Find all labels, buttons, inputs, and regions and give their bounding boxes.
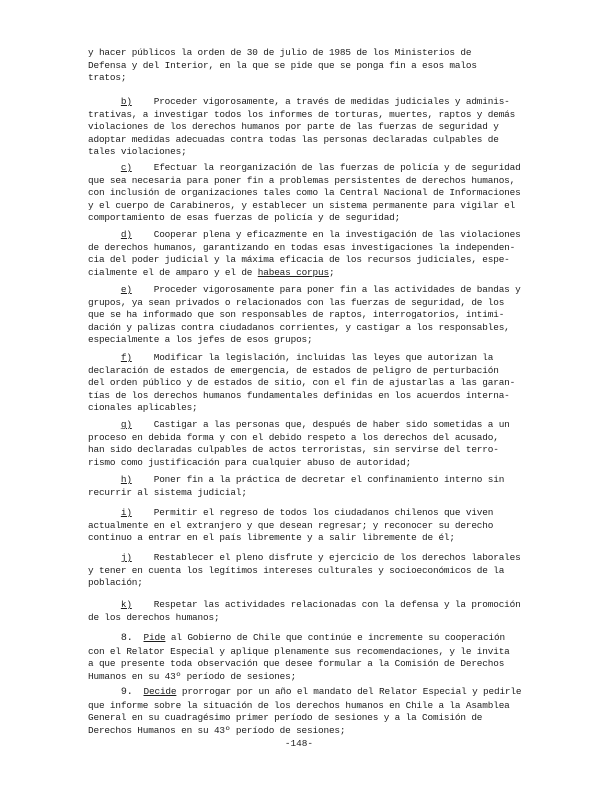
- text-fragment: al Gobierno de Chile que continúe e incremente su cooperación: [165, 632, 505, 643]
- text-line: [88, 96, 530, 109]
- text-fragment: Poner fin a la práctica de decretar el confinamiento interno sin: [153, 474, 505, 485]
- text-line: [88, 162, 530, 175]
- paragraph-continuation: [88, 47, 530, 85]
- text-line: [88, 267, 530, 280]
- text-line: de los derechos humanos;: [88, 611, 220, 623]
- paragraph-9: [88, 686, 530, 737]
- text-line: y el cuerpo de Carabineros, y establecer un sistema permanente para vigilar el: [88, 199, 516, 211]
- text-fragment: Permitir el regreso de todos los ciudadanos chilenos que viven: [153, 507, 494, 518]
- text-line: tratos;: [88, 72, 127, 84]
- item-label: e): [120, 284, 132, 295]
- item-label: 9.: [120, 687, 133, 698]
- operative-keyword: Decide: [143, 686, 177, 697]
- text-line: población;: [88, 577, 143, 589]
- text-line: adoptar medidas adecuadas contra todas las personas declaradas culpables de: [88, 133, 499, 145]
- paragraph-i: [88, 507, 530, 545]
- text-line: con inclusión de organizaciones tales como la Central Nacional de Informaciones: [88, 187, 521, 199]
- text-line: rismo como justificación para cualquier abuso de autoridad;: [88, 456, 412, 468]
- paragraph-d: [88, 229, 530, 279]
- text-line: [88, 284, 530, 297]
- habeas-corpus-term: habeas corpus: [257, 266, 329, 278]
- paragraph-e: [88, 284, 530, 347]
- text-line: Defensa y del Interior, en la que se pide que se ponga fin a esos malos: [88, 59, 477, 71]
- text-line: cionales aplicables;: [88, 402, 198, 414]
- item-label: h): [120, 474, 132, 485]
- item-label: c): [120, 162, 132, 173]
- text-line: [88, 352, 530, 365]
- text-fragment: Cooperar plena y eficazmente en la investigación de las violaciones: [153, 229, 521, 240]
- text-line: del orden público y de estados de sitio, con el fin de ajustarlas a las garan-: [88, 377, 516, 389]
- item-label: d): [120, 229, 132, 240]
- item-label: j): [120, 552, 132, 563]
- item-label: b): [120, 96, 132, 107]
- text-line: Humanos en su 43º período de sesiones;: [88, 670, 297, 682]
- paragraph-h: [88, 474, 530, 499]
- text-line: han sido declaradas culpables de actos terroristas, sin servirse del terro-: [88, 444, 499, 456]
- text-line: que se ha informado que son responsables de raptos, interrogatorios, intimi-: [88, 309, 505, 321]
- text-fragment: Castigar a las personas que, después de haber sido sometidas a un: [153, 419, 510, 430]
- text-line: actualmente en el extranjero y que desean regresar; y reconocer su derecho: [88, 519, 494, 531]
- text-fragment: Respetar las actividades relacionadas con la defensa y la promoción: [153, 599, 521, 610]
- text-line: General en su cuadragésimo primer período de sesiones y a la Comisión de: [88, 712, 483, 724]
- text-line: grupos, ya sean privados o relacionados con las fuerzas de seguridad, de los: [88, 296, 505, 308]
- text-line: [88, 599, 530, 612]
- paragraph-j: [88, 552, 530, 590]
- text-fragment: Efectuar la reorganización de las fuerzas de policía y de seguridad: [153, 162, 521, 173]
- item-label: 8.: [120, 633, 133, 644]
- text-line: con el Relator Especial y aplique plenamente sus recomendaciones, y le invita: [88, 645, 510, 657]
- paragraph-f: [88, 352, 530, 415]
- text-line: violaciones de los derechos humanos por parte de las fuerzas de seguridad y: [88, 121, 499, 133]
- text-line: tías de los derechos humanos fundamentales definidas en los acuerdos interna-: [88, 389, 510, 401]
- text-line: [88, 552, 530, 565]
- paragraph-b: [88, 96, 530, 159]
- text-fragment: Modificar la legislación, incluidas las leyes que autorizan la: [153, 352, 494, 363]
- text-line: [88, 686, 530, 700]
- text-line: [88, 474, 530, 487]
- text-line: dación y palizas contra ciudadanos corrientes, y castigar a los responsables,: [88, 321, 510, 333]
- text-line: y hacer públicos la orden de 30 de julio de 1985 de los Ministerios de: [88, 47, 472, 58]
- text-fragment: ;: [328, 266, 335, 278]
- text-line: [88, 419, 530, 432]
- text-line: declaración de estados de emergencia, de estados de peligro de perturbación: [88, 364, 499, 376]
- text-fragment: Proceder vigorosamente, a través de medidas judiciales y adminis-: [153, 96, 510, 107]
- text-line: proceso en debida forma y con el debido respeto a los derechos del acusado,: [88, 431, 499, 443]
- text-line: de derechos humanos, garantizando en todas esas investigaciones la independen-: [88, 241, 516, 253]
- item-label: k): [120, 599, 132, 610]
- text-line: comportamiento de esas fuerzas de policía y de seguridad;: [88, 212, 401, 224]
- paragraph-8: [88, 632, 530, 683]
- text-line: y tener en cuenta los legítimos intereses culturales y socioeconómicos de la: [88, 564, 505, 576]
- text-fragment: prorrogar por un año el mandato del Relator Especial y pedirle: [176, 686, 522, 697]
- paragraph-k: [88, 599, 530, 624]
- item-label: g): [120, 419, 132, 430]
- text-line: [88, 632, 530, 646]
- page-number: -148-: [284, 738, 314, 749]
- text-line: recurrir al sistema judicial;: [88, 486, 247, 498]
- item-label: i): [120, 507, 132, 518]
- text-line: [88, 229, 530, 242]
- text-fragment: Proceder vigorosamente para poner fin a las actividades de bandas y: [153, 284, 521, 295]
- operative-keyword: Pide: [143, 632, 166, 643]
- text-line: tales violaciones;: [88, 146, 187, 158]
- text-line: continuo a entrar en el país libremente y a salir libremente de él;: [88, 532, 455, 544]
- text-line: que informe sobre la situación de los derechos humanos en Chile a la Asamblea: [88, 699, 510, 711]
- text-line: Derechos Humanos en su 43º período de sesiones;: [88, 724, 346, 736]
- text-line: especialmente a los jefes de esos grupos;: [88, 334, 313, 346]
- item-label: f): [120, 352, 132, 363]
- paragraph-g: [88, 419, 530, 469]
- text-line: cia del poder judicial y la máxima eficacia de los recursos judiciales, espe-: [88, 254, 510, 266]
- text-fragment: cialmente el de amparo y el de: [88, 266, 258, 278]
- paragraph-c: [88, 162, 530, 225]
- text-line: [88, 507, 530, 520]
- text-line: trativas, a investigar todos los informes de torturas, muertes, raptos y demás: [88, 108, 516, 120]
- text-line: a que presente toda observación que desee formular a la Comisión de Derechos: [88, 658, 505, 670]
- text-fragment: Restablecer el pleno disfrute y ejercicio de los derechos laborales: [153, 552, 521, 563]
- text-line: que sea necesaria para poner fin a problemas persistentes de derechos humanos,: [88, 174, 516, 186]
